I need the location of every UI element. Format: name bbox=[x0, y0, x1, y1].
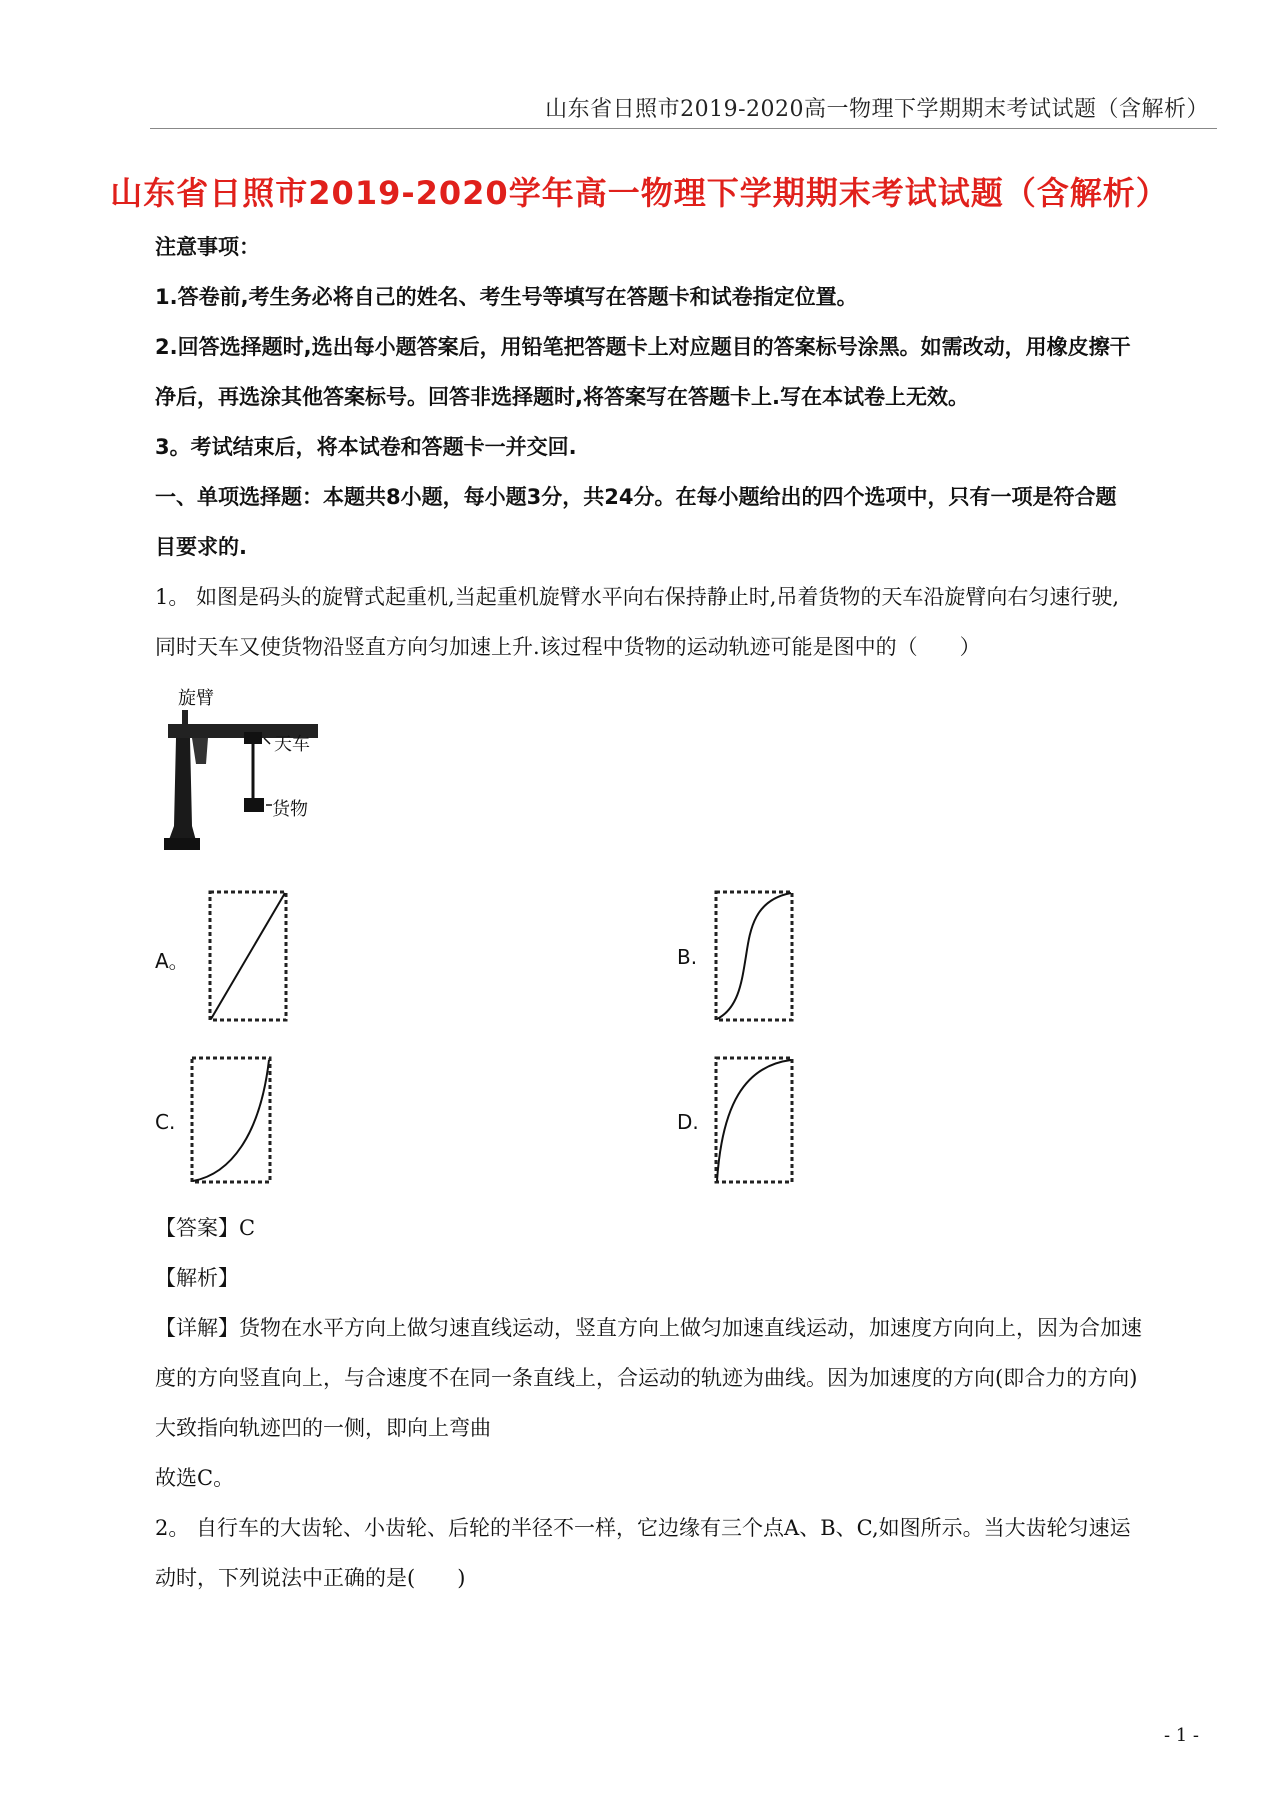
notice-item-2-line-2: 净后，再选涂其他答案标号。回答非选择题时,将答案写在答题卡上.写在本试卷上无效。 bbox=[155, 385, 969, 409]
crane-counterweight bbox=[192, 738, 208, 764]
question-1-line-1: 1。 如图是码头的旋臂式起重机,当起重机旋臂水平向右保持静止时,吊着货物的天车沿旋臂向右匀速行驶, bbox=[155, 585, 1120, 609]
crane-arm-post bbox=[182, 710, 188, 726]
question-2-line-2: 动时，下列说法中正确的是( ) bbox=[155, 1566, 466, 1590]
option-c-trajectory bbox=[193, 1060, 269, 1181]
option-a-trajectory bbox=[211, 893, 285, 1019]
trolley bbox=[244, 732, 262, 744]
option-d-label: D. bbox=[677, 1110, 699, 1134]
crane-figure bbox=[160, 688, 360, 858]
option-b-frame bbox=[716, 892, 792, 1020]
question-1-line-2: 同时天车又使货物沿竖直方向匀加速上升.该过程中货物的运动轨迹可能是图中的（ ） bbox=[155, 635, 981, 659]
label-cargo: 货物 bbox=[272, 799, 308, 820]
option-c-graph bbox=[190, 1056, 272, 1184]
header-divider bbox=[150, 128, 1217, 129]
option-b-graph bbox=[714, 890, 794, 1022]
analysis-heading: 【解析】 bbox=[155, 1266, 239, 1290]
option-c-label: C. bbox=[155, 1110, 176, 1134]
option-b-trajectory bbox=[717, 893, 791, 1019]
option-a-label: A。 bbox=[155, 949, 189, 973]
label-trolley: 天车 bbox=[274, 734, 310, 755]
option-d-graph bbox=[714, 1056, 794, 1184]
option-c-frame bbox=[192, 1058, 270, 1182]
option-b-label: B. bbox=[677, 945, 698, 969]
cargo-block bbox=[244, 798, 264, 812]
crane-tower bbox=[166, 738, 198, 848]
notice-item-2-line-1: 2.回答选择题时,选出每小题答案后，用铅笔把答题卡上对应题目的答案标号涂黑。如需改动，用橡皮擦干 bbox=[155, 335, 1131, 359]
option-d-trajectory bbox=[717, 1060, 791, 1181]
label-arm: 旋臂 bbox=[178, 688, 214, 709]
notice-item-1: 1.答卷前,考生务必将自己的姓名、考生号等填写在答题卡和试卷指定位置。 bbox=[155, 285, 858, 309]
section-1-line-2: 目要求的. bbox=[155, 535, 247, 559]
document-title: 山东省日照市2019-2020学年高一物理下学期期末考试试题（含解析） bbox=[110, 174, 1169, 212]
detail-line-2: 度的方向竖直向上，与合速度不在同一条直线上，合运动的轨迹为曲线。因为加速度的方向(即合力的方向) bbox=[155, 1366, 1138, 1390]
option-a-graph bbox=[208, 890, 288, 1022]
notice-heading: 注意事项： bbox=[155, 235, 260, 259]
conclusion-line: 故选C。 bbox=[155, 1466, 235, 1490]
crane-base bbox=[164, 838, 200, 850]
section-1-line-1: 一、单项选择题：本题共8小题，每小题3分，共24分。在每小题给出的四个选项中，只有一项是符合题 bbox=[155, 485, 1117, 509]
answer-line: 【答案】C bbox=[155, 1216, 256, 1240]
detail-line-3: 大致指向轨迹凹的一侧，即向上弯曲 bbox=[155, 1416, 491, 1440]
page-number: - 1 - bbox=[1163, 1725, 1199, 1746]
question-2-line-1: 2。 自行车的大齿轮、小齿轮、后轮的半径不一样，它边缘有三个点A、B、C,如图所示。当大齿轮匀速运 bbox=[155, 1516, 1131, 1540]
notice-item-3: 3。考试结束后，将本试卷和答题卡一并交回. bbox=[155, 435, 577, 459]
running-header: 山东省日照市2019-2020高一物理下学期期末考试试题（含解析） bbox=[545, 97, 1209, 122]
detail-line-1: 【详解】货物在水平方向上做匀速直线运动，竖直方向上做匀加速直线运动，加速度方向向上，因为合加速 bbox=[155, 1316, 1142, 1340]
trolley-pointer bbox=[264, 738, 270, 744]
